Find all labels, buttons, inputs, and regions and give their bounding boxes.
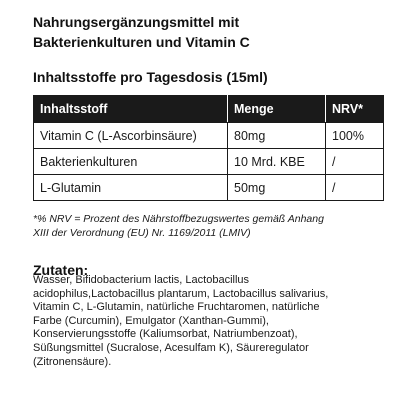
cell-ingredient: Vitamin C (L-Ascorbinsäure)	[34, 123, 228, 149]
ingredients-line: Vitamin C, L-Glutamin, natürliche Fruchtaromen, natürliche	[33, 301, 320, 314]
cell-amount: 10 Mrd. KBE	[228, 149, 326, 175]
cell-ingredient: L-Glutamin	[34, 175, 228, 201]
cell-nrv: /	[326, 149, 384, 175]
cell-nrv: 100%	[326, 123, 384, 149]
header-ingredient: Inhaltsstoff	[34, 96, 228, 123]
product-title-line-2: Bakterienkulturen und Vitamin C	[33, 34, 250, 50]
ingredients-table	[33, 95, 384, 201]
cell-amount: 50mg	[228, 175, 326, 201]
ingredients-line: acidophilus,Lactobacillus plantarum, Lactobacillus salivarius,	[33, 287, 329, 300]
nrv-footnote	[33, 212, 388, 240]
footnote-line-1: *% NRV = Prozent des Nährstoffbezugswertes gemäß Anhang	[33, 213, 324, 225]
header-nrv: NRV*	[326, 96, 384, 123]
product-title-line-1: Nahrungsergänzungsmittel mit	[33, 14, 240, 30]
header-amount: Menge	[228, 96, 326, 123]
ingredients-line: Wasser, Bifidobacterium lactis, Lactobacillus	[33, 274, 250, 286]
product-title	[33, 12, 393, 52]
ingredients-line: Konservierungsstoffe (Kaliumsorbat, Natriumbenzoat),	[33, 328, 298, 341]
footnote-line-2: XIII der Verordnung (EU) Nr. 1169/2011 (LMIV)	[33, 227, 251, 239]
table-row	[34, 149, 384, 175]
cell-ingredient: Bakterienkulturen	[34, 149, 228, 175]
ingredients-heading: Zutaten:	[33, 262, 89, 278]
table-title: Inhaltsstoffe pro Tagesdosis (15ml)	[33, 69, 268, 85]
cell-nrv: /	[326, 175, 384, 201]
ingredients-line: Farbe (Curcumin), Emulgator (Xanthan-Gummi),	[33, 314, 269, 327]
ingredients-line: Süßungsmittel (Sucralose, Acesulfam K), Säureregulator	[33, 341, 309, 354]
ingredients-text	[33, 274, 388, 369]
cell-amount: 80mg	[228, 123, 326, 149]
ingredients-line: (Zitronensäure).	[33, 355, 112, 368]
table-row	[34, 123, 384, 149]
table-header-row	[34, 96, 384, 123]
table-row	[34, 175, 384, 201]
